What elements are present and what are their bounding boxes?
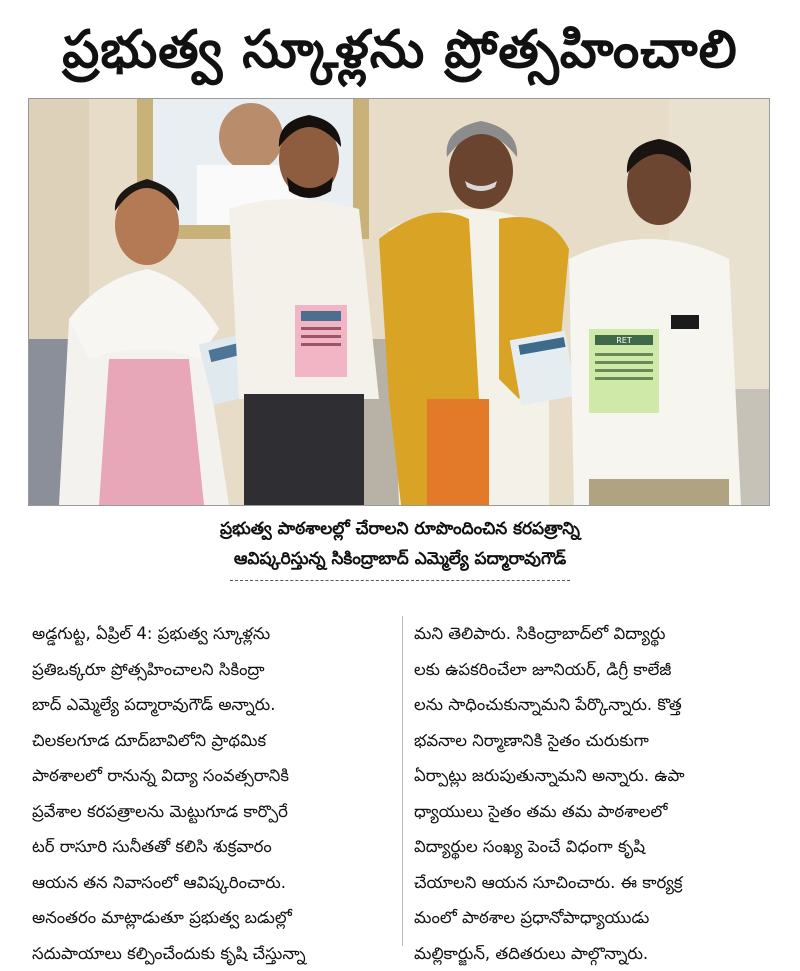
headline: ప్రభుత్వ స్కూళ్లను ప్రోత్సహించాలి: [0, 18, 800, 82]
article-line: చేయాలని ఆయన సూచించారు. ఈ కార్యక్ర: [414, 865, 774, 901]
leaflet-header-text: RET: [616, 336, 632, 345]
article-line: బాద్ ఎమ్మెల్యే పద్మారావుగౌడ్ అన్నారు.: [32, 687, 392, 723]
column-divider: [402, 616, 403, 946]
article-line: మల్లికార్జున్, తదితరులు పాల్గొన్నారు.: [414, 936, 774, 971]
article-line: టర్ రాసూరి సునీతతో కలిసి శుక్రవారం: [32, 829, 392, 865]
article-column-left: [32, 616, 392, 971]
news-photo: [28, 98, 770, 506]
article-line: చిలకలగూడ దూద్‌బావిలోని ప్రాథమిక: [32, 723, 392, 759]
caption-line-1: ప్రభుత్వ పాఠశాలల్లో చేరాలని రూపొందించిన కరపత్రాన్ని: [0, 514, 800, 544]
article-line: భవనాల నిర్మాణానికి సైతం చురుకుగా: [414, 723, 774, 759]
article-line: ధ్యాయులు సైతం తమ తమ పాఠశాలలో: [414, 794, 774, 830]
photo-illustration: [29, 99, 769, 505]
article-line: అనంతరం మాట్లాడుతూ ప్రభుత్వ బడుల్లో: [32, 900, 392, 936]
article-line: అడ్డగుట్ట, ఏప్రిల్ 4: ప్రభుత్వ స్కూళ్లను: [32, 616, 392, 652]
article-line: ప్రతిఒక్కరూ ప్రోత్సహించాలని సికింద్రా: [32, 652, 392, 688]
article-line: లను సాధించుకున్నామని పేర్కొన్నారు. కొత్త: [414, 687, 774, 723]
article-column-right: [414, 616, 774, 971]
caption-line-2: ఆవిష్కరిస్తున్న సికింద్రాబాద్ ఎమ్మెల్యే పద్మారావుగౌడ్: [0, 544, 800, 574]
article-line: ఆయన తన నివాసంలో ఆవిష్కరించారు.: [32, 865, 392, 901]
photo-caption: [0, 514, 800, 574]
article-line: మంలో పాఠశాల ప్రధానోపాధ్యాయుడు: [414, 900, 774, 936]
article-line: పాఠశాలలో రానున్న విద్యా సంవత్సరానికి: [32, 758, 392, 794]
article-line: ఏర్పాట్లు జరుపుతున్నామని అన్నారు. ఉపా: [414, 758, 774, 794]
article-line: లకు ఉపకరించేలా జూనియర్, డిగ్రీ కాలేజీ: [414, 652, 774, 688]
article-line: విద్యార్థుల సంఖ్య పెంచే విధంగా కృషి: [414, 829, 774, 865]
article-line: మని తెలిపారు. సికింద్రాబాద్‌లో విద్యార్థు: [414, 616, 774, 652]
article-line: ప్రవేశాల కరపత్రాలను మెట్టుగూడ కార్పొరే: [32, 794, 392, 830]
caption-divider: [230, 580, 570, 581]
article-line: సదుపాయాలు కల్పించేందుకు కృషి చేస్తున్నా: [32, 936, 392, 971]
portrait-face: [219, 103, 283, 171]
